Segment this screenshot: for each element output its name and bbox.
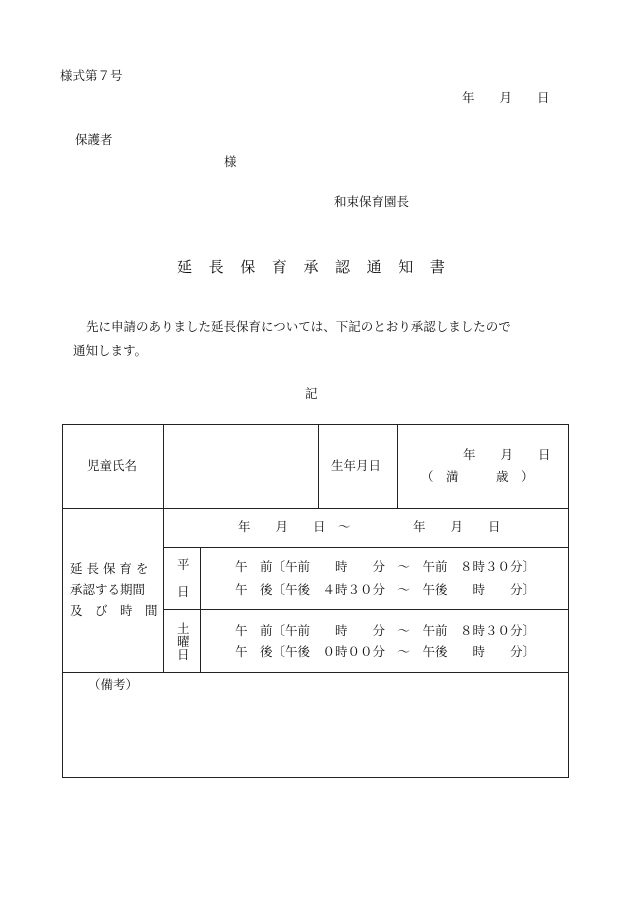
birthdate-value: 年 月 日: [463, 447, 551, 462]
table-rule: [62, 672, 569, 673]
saturday-label: 日: [177, 647, 190, 662]
table-rule: [163, 547, 569, 548]
body-text-line-1: 先に申請のありました延長保育については、下記のとおり承認しましたので: [86, 319, 511, 334]
age-value: （ 満 歳 ）: [421, 469, 534, 484]
title-char: 通: [366, 258, 382, 276]
table-rule: [200, 547, 201, 672]
birthdate-label: 生年月日: [331, 458, 382, 473]
period-range: 年 月 日 ～ 年 月 日: [238, 519, 501, 534]
table-rule: [318, 424, 319, 508]
guardian-label: 保護者: [75, 132, 113, 147]
period-label-line-1: 延 長 保 育 を: [70, 561, 149, 576]
body-text-line-2: 通知します。: [73, 343, 148, 358]
title-char: 承: [303, 258, 319, 276]
ki-label: 記: [305, 386, 318, 401]
issuer-name: 和束保育園長: [334, 194, 410, 209]
weekday-label: 平: [177, 557, 190, 572]
weekday-pm-hours: 午 後〔午後 ４時３０分 ～ 午後 時 分〕: [235, 582, 536, 597]
document-title: [177, 260, 445, 275]
title-char: 保: [240, 258, 256, 276]
date-line: 年 月 日: [462, 90, 550, 105]
period-label-line-3: 及 び 時 間: [70, 603, 158, 618]
table-rule: [163, 609, 569, 610]
table-rule: [163, 424, 164, 672]
honorific: 様: [224, 154, 237, 169]
weekday-label: 日: [177, 584, 190, 599]
period-label-line-2: 承認する期間: [70, 582, 146, 597]
child-name-label: 児童氏名: [87, 458, 138, 473]
title-char: 知: [398, 258, 414, 276]
saturday-am-hours: 午 前〔午前 時 分 ～ 午前 ８時３０分〕: [235, 623, 536, 638]
remarks-label: （備考）: [88, 677, 139, 692]
saturday-label: 曜: [177, 634, 190, 649]
saturday-pm-hours: 午 後〔午後 ０時００分 ～ 午後 時 分〕: [235, 644, 536, 659]
title-char: 長: [208, 258, 224, 276]
form-number: 様式第７号: [60, 68, 123, 83]
weekday-am-hours: 午 前〔午前 時 分 ～ 午前 ８時３０分〕: [235, 559, 536, 574]
table-rule: [397, 424, 398, 508]
title-char: 認: [335, 258, 351, 276]
saturday-label: 土: [177, 621, 190, 636]
title-char: 書: [429, 258, 445, 276]
title-char: 育: [271, 258, 287, 276]
title-char: 延: [177, 258, 193, 276]
table-rule: [62, 508, 569, 509]
